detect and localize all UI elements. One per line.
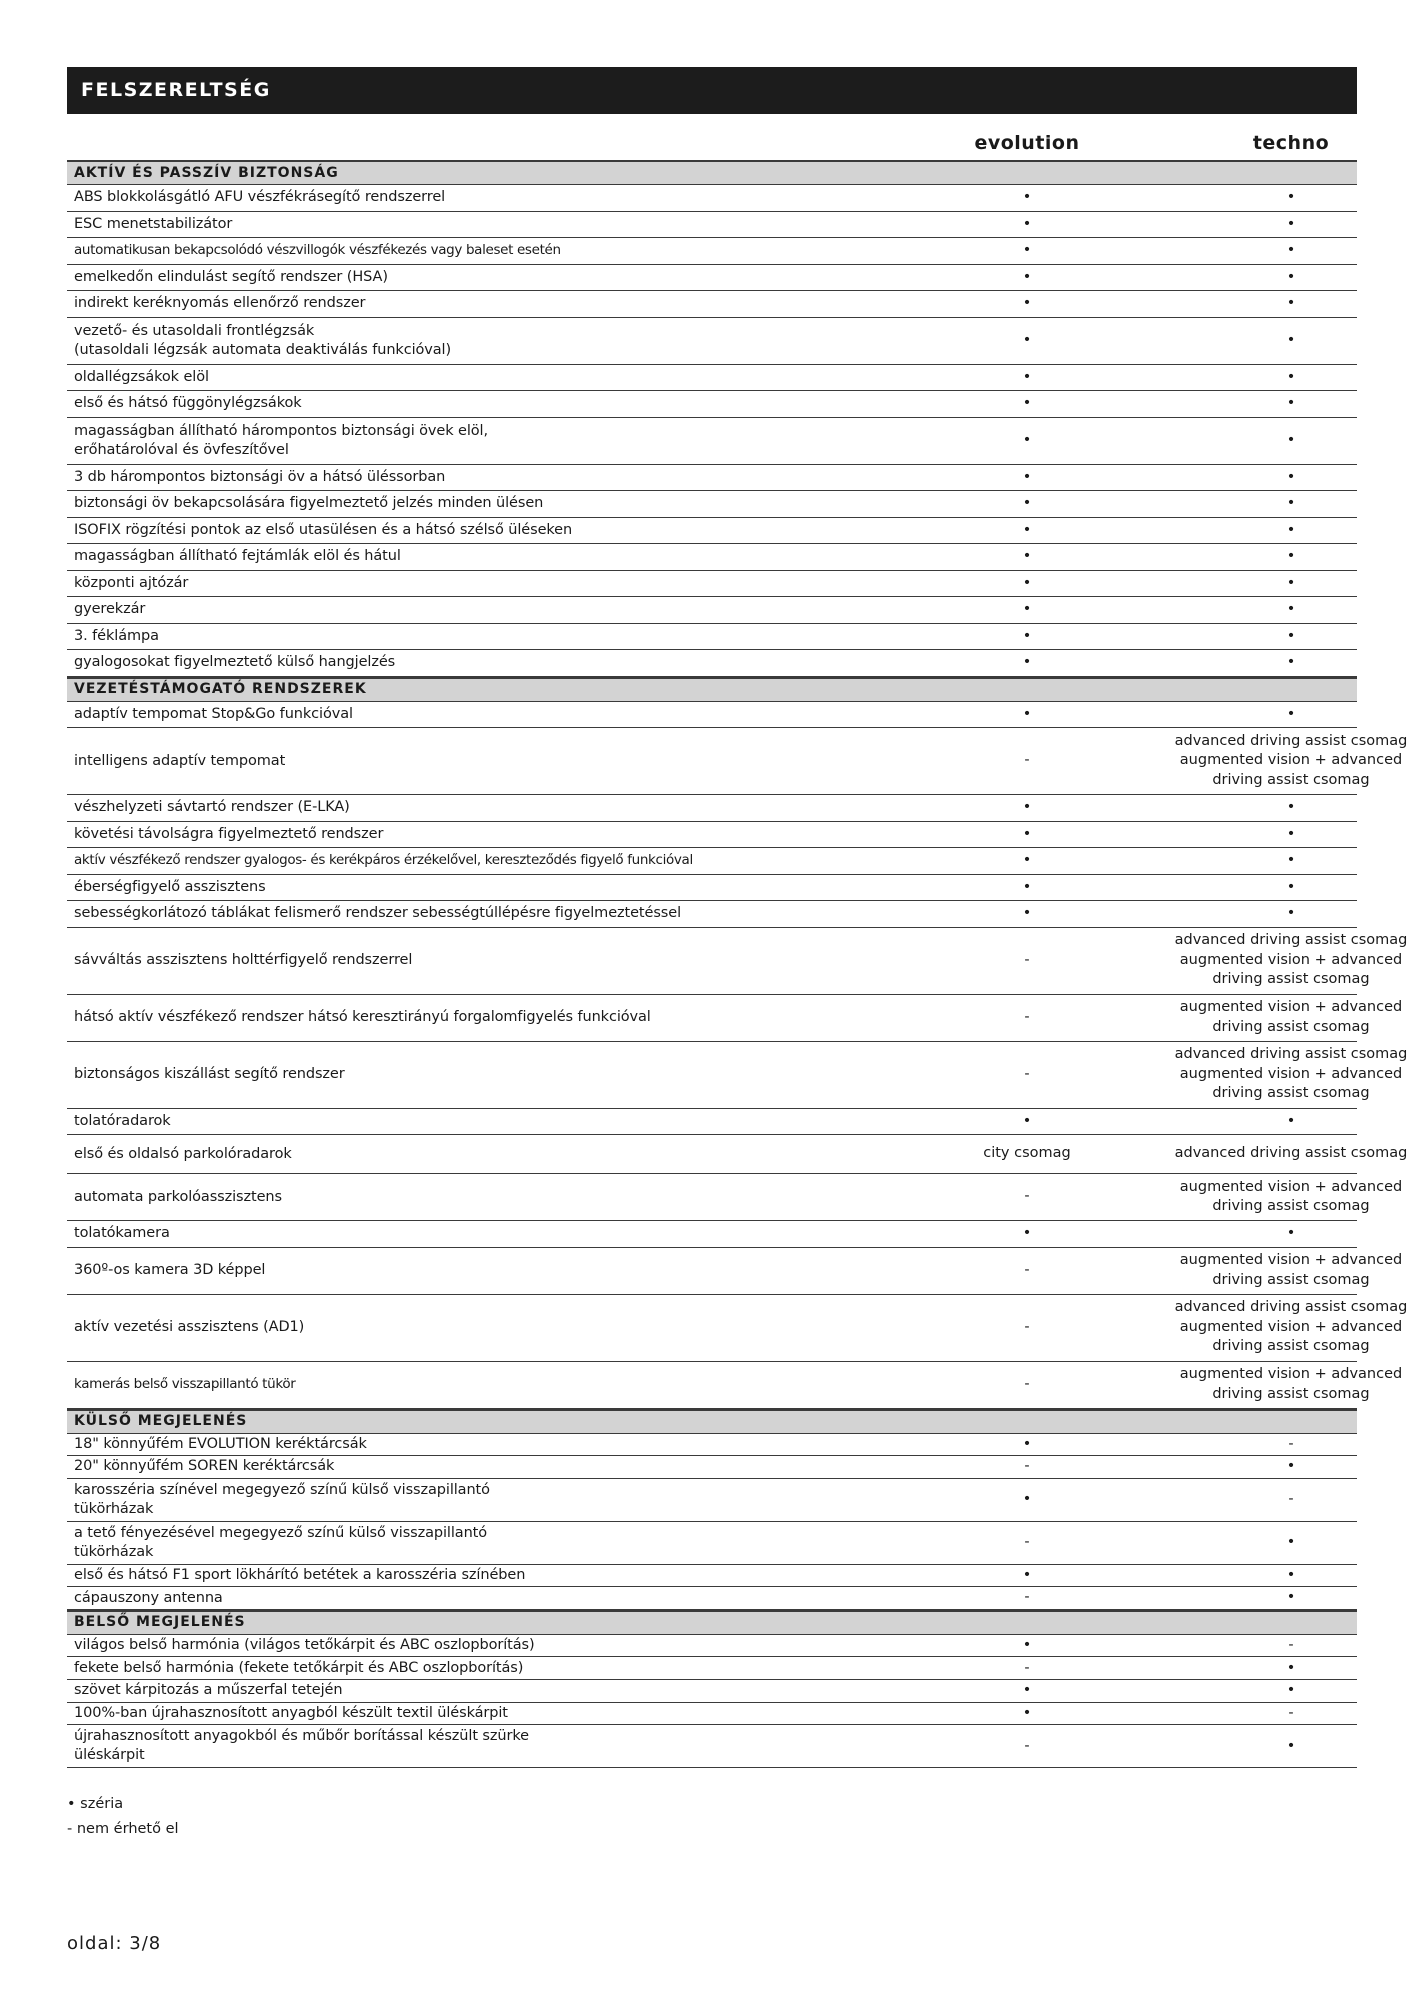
table-row: [67, 928, 1408, 995]
evolution-value: •: [1022, 395, 1032, 411]
evolution-value: •: [1022, 495, 1032, 511]
feature-label: automata parkolóasszisztens: [74, 1188, 282, 1205]
feature-label: ABS blokkolásgátló AFU vészfékrásegítő rendszerrel: [74, 189, 446, 206]
techno-value: •: [1286, 574, 1296, 591]
table-row: [67, 1635, 1357, 1658]
feature-label: vészhelyzeti sávtartó rendszer (E-LKA): [74, 799, 350, 816]
table-row: [67, 491, 1357, 518]
table-row: [67, 291, 1357, 318]
table-row: [67, 795, 1357, 822]
evolution-value: •: [1022, 431, 1032, 448]
evolution-value: •: [1022, 1566, 1032, 1583]
feature-label: szövet kárpitozás a műszerfal tetején: [74, 1682, 343, 1699]
techno-value: advanced driving assist csomag: [1174, 1145, 1408, 1162]
feature-label: intelligens adaptív tempomat: [74, 752, 286, 769]
evolution-value: •: [1022, 468, 1032, 485]
feature-label: központi ajtózár: [74, 574, 189, 591]
page-title: FELSZERELTSÉG: [67, 67, 1357, 114]
techno-value: •: [1286, 495, 1296, 511]
techno-value: •: [1286, 295, 1296, 311]
table-row: [67, 1221, 1357, 1248]
table-row: [67, 318, 1357, 365]
evolution-value: •: [1022, 189, 1032, 205]
table-row: [67, 875, 1357, 902]
evolution-value: -: [1024, 1659, 1030, 1676]
techno-value: •: [1286, 431, 1296, 448]
feature-label: fekete belső harmónia (fekete tetőkárpit és ABC oszlopborítás): [74, 1659, 524, 1676]
table-row: [67, 728, 1408, 795]
feature-label: aktív vezetési asszisztens (AD1): [74, 1319, 305, 1335]
table-row: [67, 1434, 1357, 1457]
feature-label: sebességkorlátozó táblákat felismerő rendszer sebességtúllépésre figyelmeztetéssel: [74, 905, 681, 922]
legend-not-available: - nem érhető el: [67, 1821, 179, 1837]
table-row: [67, 418, 1357, 465]
feature-label: gyerekzár: [74, 601, 146, 618]
evolution-value: •: [1022, 1112, 1032, 1129]
table-row: [67, 1109, 1357, 1136]
evolution-value: -: [1024, 1261, 1030, 1278]
feature-label: karosszéria színével megegyező színű külső visszapillantó tükörházak: [74, 1481, 490, 1517]
table-row: [67, 1725, 1357, 1768]
feature-label: indirekt keréknyomás ellenőrző rendszer: [74, 295, 366, 312]
section-header: [67, 1610, 1357, 1635]
table-row: [67, 465, 1357, 492]
legend: [67, 1792, 179, 1842]
table-row: [67, 1456, 1357, 1479]
techno-value: •: [1286, 1589, 1296, 1606]
table-row: [67, 1248, 1403, 1295]
section-header: [67, 677, 1357, 702]
techno-value: advanced driving assist csomag augmented vision + advanced driving assist csomag: [1174, 1046, 1408, 1102]
evolution-value: •: [1022, 852, 1032, 868]
table-row: [67, 1362, 1403, 1409]
feature-label: biztonsági öv bekapcsolására figyelmeztető jelzés minden ülésen: [74, 495, 544, 512]
evolution-value: •: [1022, 295, 1032, 311]
table-row: [67, 1479, 1357, 1522]
legend-standard: • széria: [67, 1796, 124, 1812]
techno-value: •: [1286, 368, 1296, 385]
table-row: [67, 518, 1357, 545]
techno-value: augmented vision + advanced driving assist csomag: [1179, 1178, 1403, 1214]
table-row: [67, 702, 1357, 729]
techno-value: •: [1286, 1225, 1296, 1241]
feature-label: vezető- és utasoldali frontlégzsák (utasoldali légzsák automata deaktiválás funkcióval): [74, 322, 452, 358]
feature-label: 20" könnyűfém SOREN keréktárcsák: [74, 1458, 335, 1475]
techno-value: •: [1286, 878, 1296, 895]
evolution-value: -: [1024, 1318, 1030, 1335]
techno-value: •: [1286, 1659, 1296, 1676]
evolution-value: •: [1022, 242, 1032, 258]
techno-value: •: [1286, 1682, 1296, 1699]
table-row: [67, 597, 1357, 624]
techno-value: •: [1286, 548, 1296, 564]
table-row: [67, 650, 1357, 677]
table-row: [67, 1174, 1403, 1221]
table-row: [67, 1680, 1357, 1703]
techno-value: advanced driving assist csomag augmented vision + advanced driving assist csomag: [1174, 732, 1408, 788]
evolution-value: -: [1024, 1737, 1030, 1754]
section-title: BELSŐ MEGJELENÉS: [74, 1614, 246, 1631]
techno-value: •: [1286, 1737, 1296, 1754]
feature-label: 18" könnyűfém EVOLUTION keréktárcsák: [74, 1435, 367, 1452]
techno-value: •: [1286, 468, 1296, 485]
evolution-value: -: [1024, 1008, 1030, 1025]
feature-label: aktív vészfékező rendszer gyalogos- és kerékpáros érzékelővel, kereszteződés figyelő funkcióval: [74, 852, 693, 869]
feature-label: első és oldalsó parkolóradarok: [74, 1145, 292, 1162]
table-row: [67, 901, 1357, 928]
techno-value: •: [1286, 799, 1296, 815]
section-title: AKTÍV ÉS PASSZÍV BIZTONSÁG: [74, 164, 339, 181]
table-row: [67, 1135, 1408, 1174]
techno-value: augmented vision + advanced driving assist csomag: [1179, 1366, 1403, 1402]
feature-label: automatikusan bekapcsolódó vészvillogók vészfékezés vagy baleset esetén: [74, 242, 561, 259]
feature-label: követési távolságra figyelmeztető rendszer: [74, 825, 384, 842]
feature-label: újrahasznosított anyagokból és műbőr borítással készült szürke üléskárpit: [74, 1728, 529, 1764]
table-row: [67, 365, 1357, 392]
techno-value: •: [1286, 1112, 1296, 1129]
techno-value: •: [1286, 601, 1296, 617]
evolution-value: -: [1024, 1533, 1030, 1550]
table-row: [67, 571, 1357, 598]
table-row: [67, 624, 1357, 651]
techno-value: •: [1286, 521, 1296, 538]
table-row: [67, 1295, 1408, 1362]
feature-label: világos belső harmónia (világos tetőkárpit és ABC oszlopborítás): [74, 1637, 535, 1654]
feature-label: tolatóradarok: [74, 1112, 171, 1129]
evolution-value: •: [1022, 521, 1032, 538]
table-row: [67, 848, 1357, 875]
column-headers: [67, 132, 1357, 158]
feature-label: cápauszony antenna: [74, 1589, 223, 1606]
techno-value: -: [1288, 1636, 1294, 1653]
feature-label: magasságban állítható fejtámlák elöl és hátul: [74, 548, 401, 565]
evolution-value: •: [1022, 331, 1032, 348]
evolution-value: •: [1022, 705, 1032, 722]
techno-value: -: [1288, 1490, 1294, 1507]
evolution-value: city csomag: [983, 1145, 1071, 1162]
page-number: oldal: 3/8: [67, 1933, 162, 1954]
feature-label: gyalogosokat figyelmeztető külső hangjelzés: [74, 654, 396, 671]
section-header: [67, 160, 1357, 185]
table-row: [67, 544, 1357, 571]
evolution-value: •: [1022, 215, 1032, 232]
techno-value: •: [1286, 1458, 1296, 1475]
equipment-table: [67, 160, 1408, 1768]
feature-label: 360º-os kamera 3D képpel: [74, 1262, 266, 1278]
evolution-value: -: [1024, 1589, 1030, 1606]
feature-label: emelkedőn elindulást segítő rendszer (HSA): [74, 268, 388, 285]
feature-label: a tető fényezésével megegyező színű külső visszapillantó tükörházak: [74, 1524, 488, 1560]
evolution-value: •: [1022, 799, 1032, 815]
evolution-value: •: [1022, 601, 1032, 617]
evolution-value: •: [1022, 548, 1032, 564]
feature-label: sávváltás asszisztens holttérfigyelő rendszerrel: [74, 952, 413, 968]
techno-value: advanced driving assist csomag augmented vision + advanced driving assist csomag: [1174, 1299, 1408, 1355]
table-row: [67, 185, 1357, 212]
evolution-value: -: [1024, 1375, 1030, 1392]
feature-label: első és hátsó függönylégzsákok: [74, 395, 302, 412]
evolution-value: •: [1022, 627, 1032, 644]
feature-label: kamerás belső visszapillantó tükör: [74, 1376, 296, 1392]
evolution-value: •: [1022, 1225, 1032, 1241]
feature-label: 100%-ban újrahasznosított anyagból készült textil üléskárpit: [74, 1704, 508, 1721]
feature-label: ESC menetstabilizátor: [74, 215, 233, 232]
techno-value: augmented vision + advanced driving assist csomag: [1179, 1252, 1403, 1288]
techno-value: •: [1286, 1566, 1296, 1583]
evolution-value: -: [1024, 752, 1030, 769]
techno-value: •: [1286, 242, 1296, 258]
evolution-value: •: [1022, 654, 1032, 670]
evolution-value: •: [1022, 825, 1032, 842]
evolution-value: •: [1022, 1636, 1032, 1653]
table-row: [67, 1042, 1408, 1109]
evolution-value: •: [1022, 1490, 1032, 1507]
evolution-value: -: [1024, 1458, 1030, 1475]
table-row: [67, 822, 1357, 849]
techno-value: •: [1286, 215, 1296, 232]
evolution-value: •: [1022, 1704, 1032, 1721]
feature-label: oldallégzsákok elöl: [74, 368, 209, 385]
column-header-evolution: evolution: [974, 132, 1080, 154]
feature-label: 3 db hárompontos biztonsági öv a hátsó üléssorban: [74, 468, 446, 485]
section-header: [67, 1409, 1357, 1434]
table-row: [67, 1565, 1357, 1588]
feature-label: éberségfigyelő asszisztens: [74, 878, 266, 895]
techno-value: advanced driving assist csomag augmented vision + advanced driving assist csomag: [1174, 932, 1408, 988]
feature-label: biztonságos kiszállást segítő rendszer: [74, 1066, 345, 1082]
feature-label: első és hátsó F1 sport lökhárító betétek a karosszéria színében: [74, 1566, 526, 1583]
evolution-value: -: [1024, 951, 1030, 968]
feature-label: ISOFIX rögzítési pontok az első utasülésen és a hátsó szélső üléseken: [74, 521, 573, 538]
feature-label: magasságban állítható hárompontos biztonsági övek elöl, erőhatárolóval és övfeszítővel: [74, 422, 488, 458]
evolution-value: -: [1024, 1065, 1030, 1082]
evolution-value: •: [1022, 1435, 1032, 1452]
evolution-value: •: [1022, 268, 1032, 285]
evolution-value: •: [1022, 878, 1032, 895]
techno-value: •: [1286, 1533, 1296, 1550]
column-header-techno: techno: [1252, 132, 1330, 154]
techno-value: •: [1286, 331, 1296, 348]
techno-value: •: [1286, 268, 1296, 285]
techno-value: •: [1286, 395, 1296, 411]
section-title: VEZETÉSTÁMOGATÓ RENDSZEREK: [74, 681, 367, 697]
evolution-value: -: [1024, 1188, 1030, 1205]
evolution-value: •: [1022, 1682, 1032, 1699]
feature-label: hátsó aktív vészfékező rendszer hátsó keresztirányú forgalomfigyelés funkcióval: [74, 1009, 651, 1025]
techno-value: •: [1286, 905, 1296, 921]
techno-value: -: [1288, 1435, 1294, 1452]
techno-value: •: [1286, 825, 1296, 842]
evolution-value: •: [1022, 574, 1032, 591]
table-row: [67, 1703, 1357, 1726]
table-row: [67, 265, 1357, 292]
techno-value: •: [1286, 627, 1296, 644]
feature-label: tolatókamera: [74, 1225, 170, 1242]
table-row: [67, 995, 1403, 1042]
feature-label: 3. féklámpa: [74, 627, 159, 644]
table-row: [67, 1587, 1357, 1610]
techno-value: augmented vision + advanced driving assist csomag: [1179, 999, 1403, 1035]
techno-value: •: [1286, 705, 1296, 722]
evolution-value: •: [1022, 368, 1032, 385]
table-row: [67, 238, 1357, 265]
table-row: [67, 391, 1357, 418]
techno-value: •: [1286, 852, 1296, 868]
section-title: KÜLSŐ MEGJELENÉS: [74, 1413, 248, 1429]
table-row: [67, 1657, 1357, 1680]
techno-value: -: [1288, 1704, 1294, 1721]
techno-value: •: [1286, 654, 1296, 670]
table-row: [67, 212, 1357, 239]
feature-label: adaptív tempomat Stop&Go funkcióval: [74, 705, 353, 722]
evolution-value: •: [1022, 905, 1032, 921]
techno-value: •: [1286, 189, 1296, 205]
table-row: [67, 1522, 1357, 1565]
